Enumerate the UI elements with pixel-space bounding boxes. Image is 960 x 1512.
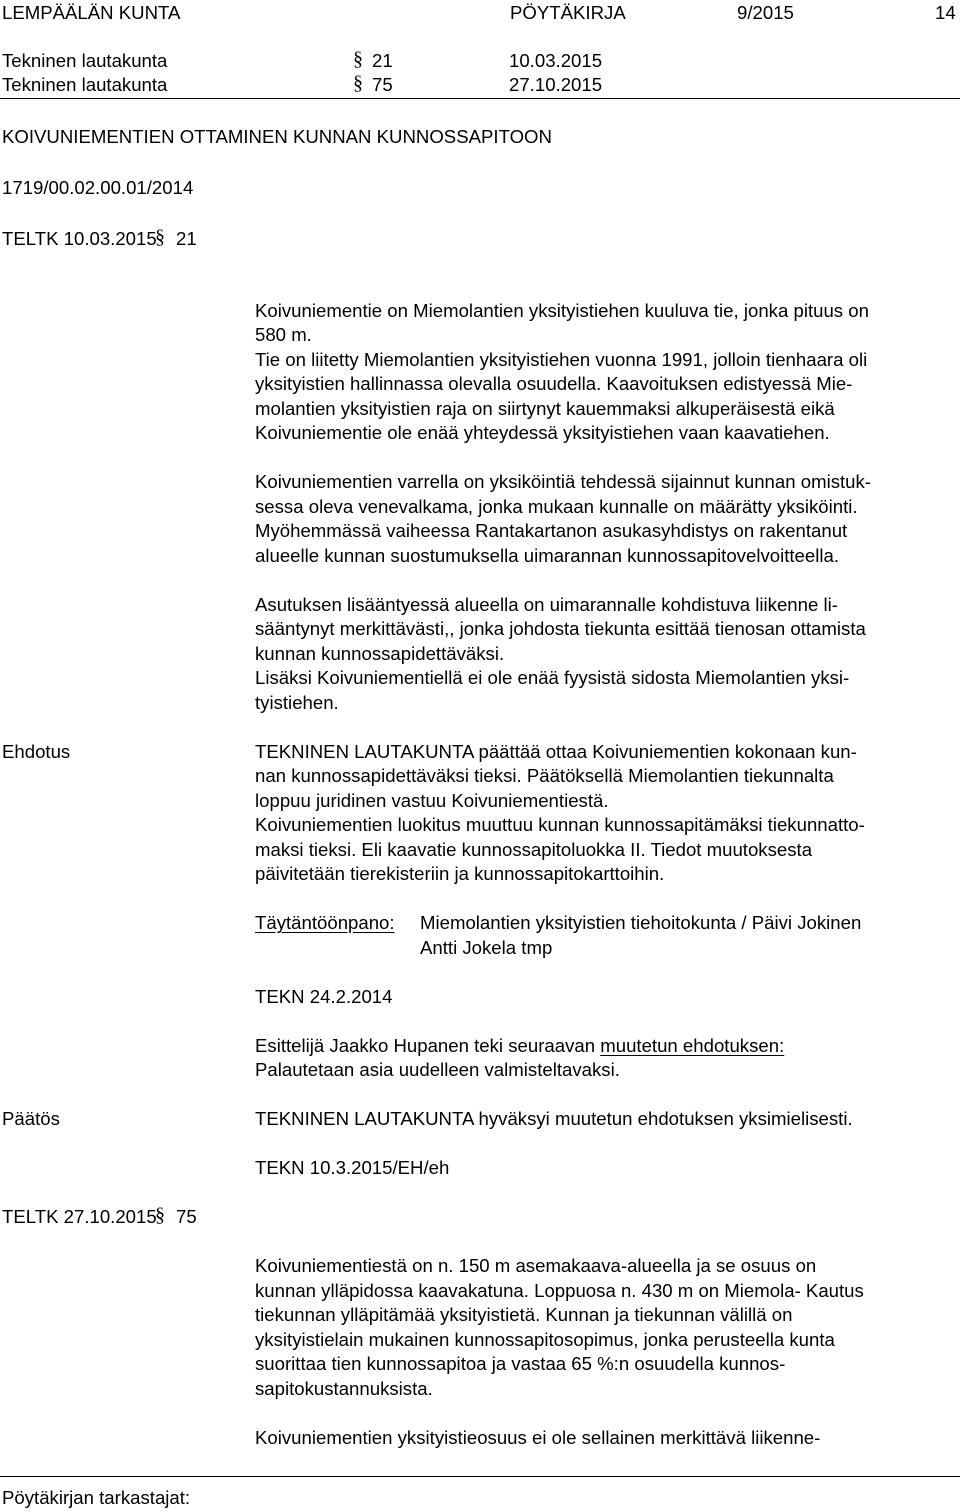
text-line xyxy=(255,1035,784,1057)
section-symbol: § xyxy=(155,226,165,248)
text-line: yksityistien hallinnassa olevalla osuudella. Kaavoituksen edistyessä Mie- xyxy=(255,373,853,394)
text-line: Koivuniementien luokitus muuttuu kunnan kunnossapitämäksi tiekunnatto- xyxy=(255,814,865,835)
page-number: 14 xyxy=(935,2,956,23)
decision-reference: TEKN 10.3.2015/EH/eh xyxy=(255,1157,450,1178)
text-line: päivitetään tierekisteriin ja kunnossapitokarttoihin. xyxy=(255,863,665,884)
text-line: Koivuniementie on Miemolantien yksityistiehen kuuluva tie, jonka pituus on xyxy=(255,300,869,321)
section-symbol: § xyxy=(353,72,363,94)
text-line: Myöhemmässä vaiheessa Rantakartanon asukasyhdistys on rakentanut xyxy=(255,520,848,541)
text-line: TEKNINEN LAUTAKUNTA päättää ottaa Koivuniementien kokonaan kun- xyxy=(255,741,857,762)
implementation-recipient: Miemolantien yksityistien tiehoitokunta / Päivi Jokinen xyxy=(420,912,862,933)
municipality-name: LEMPÄÄLÄN KUNTA xyxy=(2,2,181,23)
document-type: PÖYTÄKIRJA xyxy=(510,2,626,23)
tekn-date: TEKN 24.2.2014 xyxy=(255,986,393,1007)
text-line: Asutuksen lisääntyessä alueella on uimarannalle kohdistuva liikenne li- xyxy=(255,594,838,615)
text-line: molantien yksityistien raja on siirtynyt kauemmaksi alkuperäisestä eikä xyxy=(255,398,835,419)
text-line: sapitokustannuksista. xyxy=(255,1378,433,1399)
decision-label: Päätös xyxy=(2,1108,60,1129)
section-symbol: § xyxy=(155,1204,165,1226)
board-name: Tekninen lautakunta xyxy=(2,74,168,95)
text-line: nan kunnossapidettäväksi tieksi. Päätöksellä Miemolantien tiekunnalta xyxy=(255,765,834,786)
footer-divider xyxy=(0,1476,960,1477)
presenter-text: Esittelijä Jaakko Hupanen teki seuraavan xyxy=(255,1035,596,1056)
text-line: alueelle kunnan suostumuksella uimarannan kunnossapitovelvoitteella. xyxy=(255,545,840,566)
meeting-date: 10.03.2015 xyxy=(509,50,603,71)
section-symbol: § xyxy=(353,48,363,70)
text-line: maksi tieksi. Eli kaavatie kunnossapitoluokka II. Tiedot muutoksesta xyxy=(255,839,813,860)
proposal-label: Ehdotus xyxy=(2,741,71,762)
meeting-date: 27.10.2015 xyxy=(509,74,603,95)
text-line: Palautetaan asia uudelleen valmisteltavaksi. xyxy=(255,1059,620,1080)
section-number: 21 xyxy=(372,50,393,71)
header-divider xyxy=(0,98,960,99)
modified-proposal-label: muutetun ehdotuksen: xyxy=(600,1035,785,1056)
diary-number: 1719/00.02.00.01/2014 xyxy=(2,177,194,198)
text-line: loppuu juridinen vastuu Koivuniementiestä. xyxy=(255,790,609,811)
meeting-ref-date: TELTK 10.03.2015 xyxy=(2,228,157,249)
text-line: kunnan kunnossapidettäväksi. xyxy=(255,643,505,664)
implementation-recipient: Antti Jokela tmp xyxy=(420,937,553,958)
text-line: sääntynyt merkittävästi,, jonka johdosta tiekunta esittää tienosan ottamista xyxy=(255,618,866,639)
text-line: 580 m. xyxy=(255,324,312,345)
item-title: KOIVUNIEMENTIEN OTTAMINEN KUNNAN KUNNOSSAPITOON xyxy=(2,126,552,147)
issue-number: 9/2015 xyxy=(737,2,794,23)
meeting-ref-date: TELTK 27.10.2015 xyxy=(2,1206,157,1227)
text-line: suorittaa tien kunnossapitoa ja vastaa 65 %:n osuudella kunnos- xyxy=(255,1353,786,1374)
text-line: Tie on liitetty Miemolantien yksityistiehen vuonna 1991, jolloin tienhaara oli xyxy=(255,349,868,370)
text-line: Koivuniementien varrella on yksiköintiä tehdessä sijainnut kunnan omistuk- xyxy=(255,471,871,492)
minutes-checkers-label: Pöytäkirjan tarkastajat: xyxy=(2,1487,191,1508)
board-name: Tekninen lautakunta xyxy=(2,50,168,71)
section-number: 21 xyxy=(176,228,197,249)
implementation-label: Täytäntöönpano: xyxy=(255,912,395,933)
text-line: yksityistielain mukainen kunnossapitosopimus, jonka perusteella kunta xyxy=(255,1329,835,1350)
meeting2-paragraph-2: Koivuniementien yksityistieosuus ei ole sellainen merkittävä liikenne- xyxy=(255,1427,821,1448)
text-line: Koivuniementie ole enää yhteydessä yksityistiehen vaan kaavatiehen. xyxy=(255,422,830,443)
decision-text: TEKNINEN LAUTAKUNTA hyväksyi muutetun ehdotuksen yksimielisesti. xyxy=(255,1108,853,1129)
text-line: sessa oleva venevalkama, jonka mukaan kunnalle on määrätty yksiköinti. xyxy=(255,496,858,517)
text-line: Lisäksi Koivuniementiellä ei ole enää fyysistä sidosta Miemolantien yksi- xyxy=(255,667,850,688)
text-line: tiekunnan ylläpitämää yksityistietä. Kunnan ja tiekunnan välillä on xyxy=(255,1304,793,1325)
text-line: tyistiehen. xyxy=(255,692,339,713)
text-line: kunnan ylläpidossa kaavakatuna. Loppuosa n. 430 m on Miemola- Kautus xyxy=(255,1280,864,1301)
section-number: 75 xyxy=(372,74,393,95)
section-number: 75 xyxy=(176,1206,197,1227)
text-line: Koivuniementiestä on n. 150 m asemakaava-alueella ja se osuus on xyxy=(255,1255,817,1276)
